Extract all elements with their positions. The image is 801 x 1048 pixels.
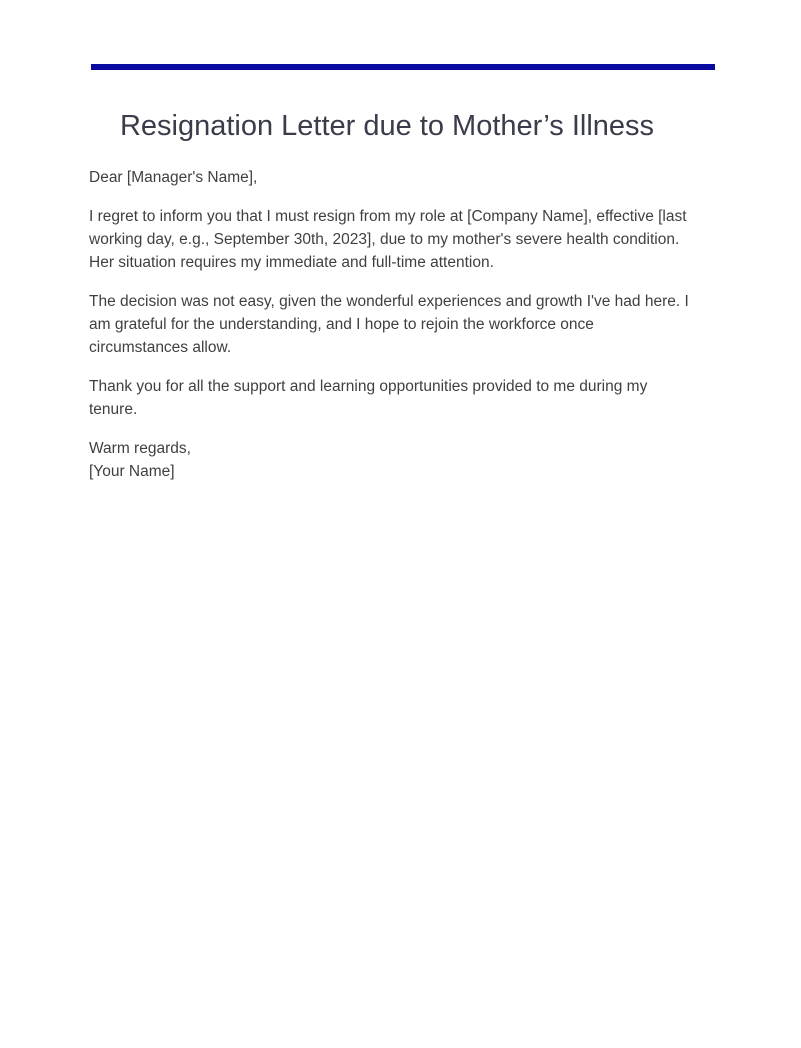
letter-title: Resignation Letter due to Mother’s Illness xyxy=(119,110,655,142)
closing: Warm regards, xyxy=(89,440,191,457)
letter-body xyxy=(89,166,689,499)
paragraph-2: The decision was not easy, given the wonderful experiences and growth I've had here. I am grateful for the understanding, and I hope to rejoin the workforce once circumstances allow. xyxy=(89,293,689,356)
closing-block xyxy=(89,437,689,483)
paragraph-3: Thank you for all the support and learning opportunities provided to me during my tenure. xyxy=(89,378,648,418)
top-accent-rule xyxy=(91,64,715,70)
paragraph-1: I regret to inform you that I must resign from my role at [Company Name], effective [last working day, e.g., September 30th, 2023], due to my mother's severe health condition. Her situation requires my immediate and full-time attention. xyxy=(89,208,687,271)
salutation: Dear [Manager's Name], xyxy=(89,169,258,186)
signature: [Your Name] xyxy=(89,463,175,480)
